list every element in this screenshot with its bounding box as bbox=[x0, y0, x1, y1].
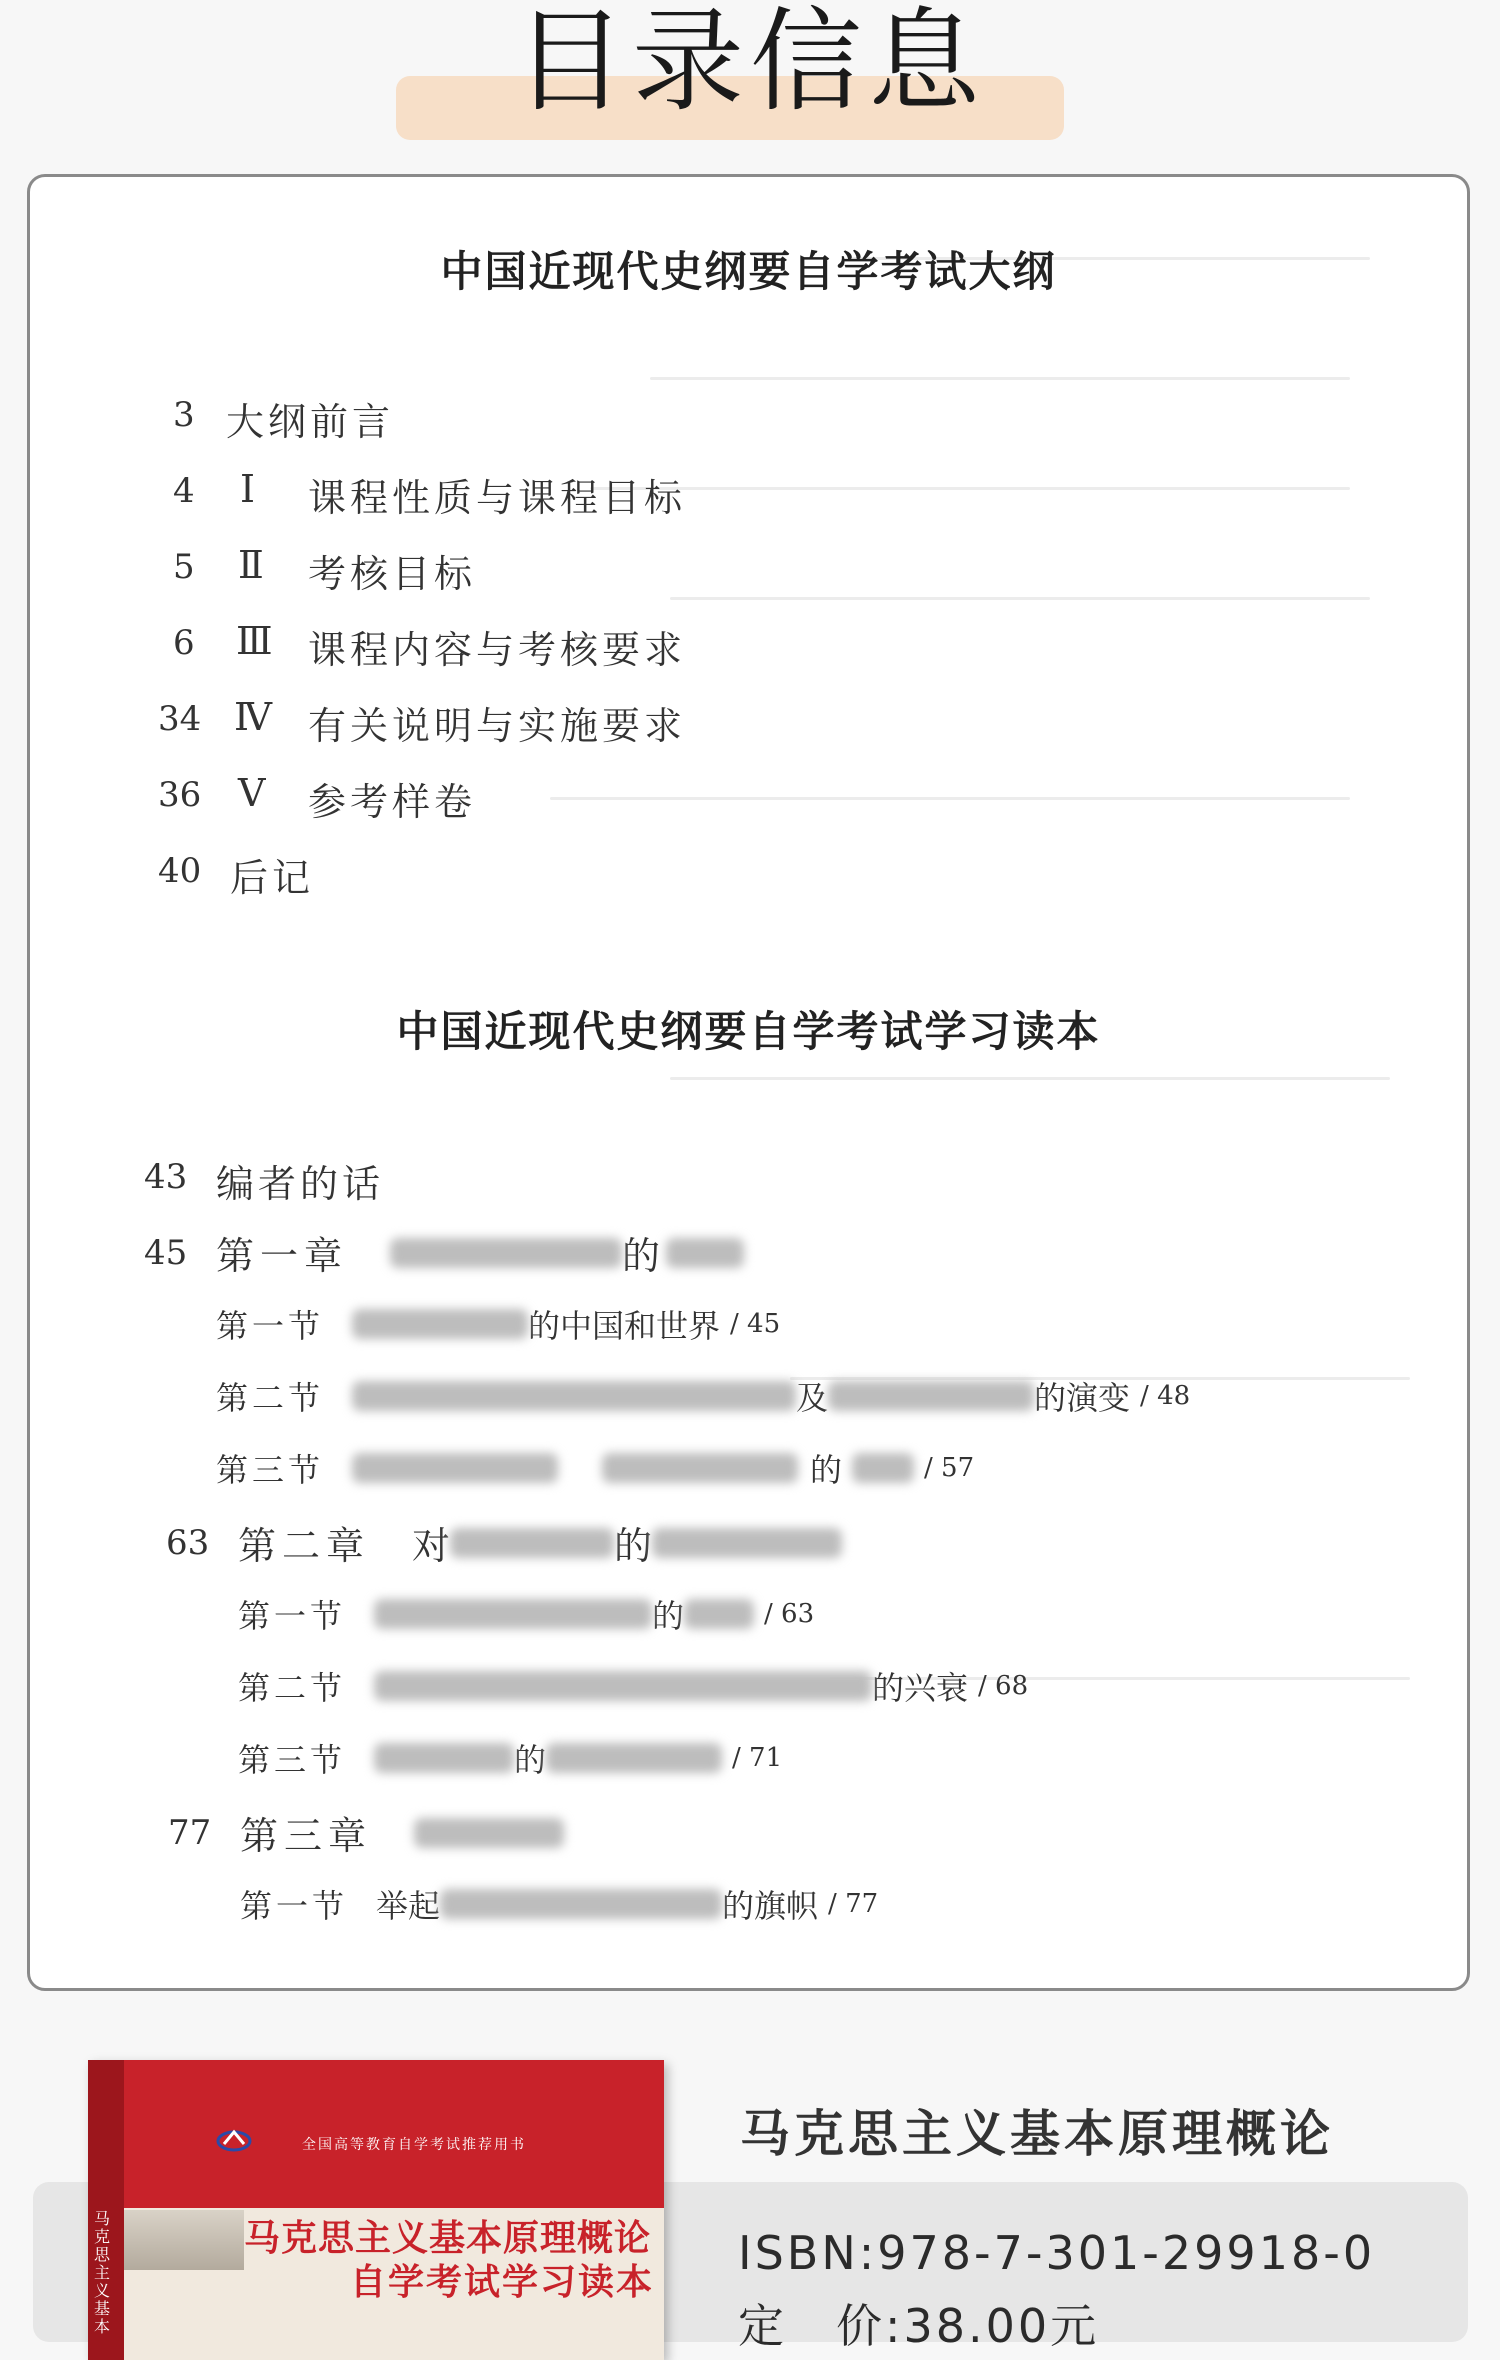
toc-page-number: 43 bbox=[144, 1157, 188, 1197]
book-spine-text: 马克思主义基本 bbox=[94, 2209, 111, 2336]
toc-entry-text: 有关说明与实施要求 bbox=[308, 704, 687, 748]
chapter-1-line bbox=[216, 1225, 744, 1280]
chapter-page-number: 63 bbox=[166, 1523, 210, 1563]
bleed-line bbox=[670, 1077, 1390, 1080]
section-page-ref: / 68 bbox=[978, 1671, 1029, 1701]
section-text: 的 bbox=[652, 1597, 685, 1635]
toc-page-number: 4 bbox=[173, 471, 195, 511]
section-text: 的旗帜 bbox=[722, 1887, 819, 1925]
bleed-line bbox=[590, 487, 1350, 490]
toc-page-card bbox=[27, 174, 1470, 1991]
toc-page-number: 5 bbox=[173, 547, 195, 587]
redacted-text bbox=[852, 1453, 914, 1483]
toc-page-number: 3 bbox=[173, 395, 195, 435]
toc-roman-numeral: Ⅰ bbox=[240, 467, 256, 511]
section-label: 第二节 bbox=[238, 1669, 347, 1707]
toc-entry-text: 课程性质与课程目标 bbox=[308, 476, 687, 520]
chapter-label: 第二章 bbox=[238, 1524, 371, 1568]
toc-page-number: 6 bbox=[173, 623, 195, 663]
toc-roman-numeral: Ⅴ bbox=[238, 771, 266, 815]
redacted-text bbox=[374, 1743, 514, 1773]
redacted-text bbox=[684, 1599, 754, 1629]
book-cover-photo bbox=[124, 2210, 244, 2270]
section-page-ref: / 57 bbox=[924, 1453, 975, 1483]
section-text: 的 bbox=[810, 1451, 843, 1489]
section-page-ref: / 77 bbox=[828, 1889, 879, 1919]
toc-page-number: 36 bbox=[158, 775, 202, 815]
redacted-text bbox=[602, 1453, 798, 1483]
bleed-line bbox=[550, 797, 1350, 800]
section-line bbox=[240, 1881, 878, 1927]
book-cover-image bbox=[88, 2060, 664, 2360]
section-label: 第一节 bbox=[216, 1307, 325, 1345]
bleed-line bbox=[670, 597, 1370, 600]
product-price: 定 价:38.00元 bbox=[738, 2299, 1100, 2353]
section-text: 举起 bbox=[376, 1887, 441, 1925]
redacted-text bbox=[374, 1599, 652, 1629]
redacted-text bbox=[828, 1381, 1034, 1411]
bleed-line bbox=[650, 377, 1350, 380]
chapter-label: 第一章 bbox=[216, 1234, 349, 1278]
toc-entry-text: 大纲前言 bbox=[226, 400, 395, 444]
toc-entry-text: 编者的话 bbox=[216, 1162, 385, 1206]
section-line bbox=[238, 1591, 814, 1637]
section-page-ref: / 45 bbox=[730, 1309, 781, 1339]
section-text: 的 bbox=[514, 1741, 547, 1779]
chapter-text: 的 bbox=[622, 1234, 661, 1278]
section-line bbox=[238, 1663, 1028, 1709]
toc-roman-numeral: Ⅱ bbox=[238, 543, 264, 587]
section-line bbox=[216, 1373, 1190, 1419]
redacted-text bbox=[414, 1818, 564, 1848]
redacted-text bbox=[652, 1528, 842, 1558]
toc-entry-text: 参考样卷 bbox=[308, 780, 477, 824]
redacted-text bbox=[440, 1889, 722, 1919]
section-label: 第三节 bbox=[216, 1451, 325, 1489]
toc-roman-numeral: Ⅳ bbox=[234, 695, 272, 739]
publisher-logo-icon bbox=[216, 2126, 252, 2156]
redacted-text bbox=[352, 1453, 558, 1483]
toc-roman-numeral: Ⅲ bbox=[236, 619, 273, 663]
book-cover-title: 马克思主义基本原理概论 bbox=[244, 2217, 652, 2259]
reader-title: 中国近现代史纲要自学考试学习读本 bbox=[396, 1007, 1101, 1056]
chapter-label: 第三章 bbox=[240, 1814, 373, 1858]
redacted-text bbox=[390, 1238, 622, 1268]
section-label: 第一节 bbox=[240, 1887, 349, 1925]
product-isbn: ISBN:978-7-301-29918-0 bbox=[738, 2226, 1376, 2280]
section-line bbox=[238, 1735, 782, 1781]
section-page-ref: / 71 bbox=[732, 1743, 783, 1773]
product-name: 马克思主义基本原理概论 bbox=[740, 2105, 1334, 2163]
redacted-text bbox=[374, 1671, 872, 1701]
section-text: 及 bbox=[796, 1379, 829, 1417]
chapter-3-line bbox=[240, 1805, 564, 1860]
redacted-text bbox=[546, 1743, 722, 1773]
chapter-text: 的 bbox=[614, 1524, 653, 1568]
chapter-page-number: 45 bbox=[144, 1233, 188, 1273]
toc-entry-text: 课程内容与考核要求 bbox=[308, 628, 687, 672]
toc-entry-text: 后记 bbox=[230, 856, 315, 900]
book-series-label: 全国高等教育自学考试推荐用书 bbox=[302, 2137, 526, 2153]
section-label: 第一节 bbox=[238, 1597, 347, 1635]
section-page-ref: / 63 bbox=[764, 1599, 815, 1629]
chapter-text: 对 bbox=[412, 1524, 451, 1568]
section-text: 的中国和世界 bbox=[528, 1307, 721, 1345]
section-page-ref: / 48 bbox=[1140, 1381, 1191, 1411]
book-cover-subtitle: 自学考试学习读本 bbox=[350, 2261, 655, 2303]
section-text: 的演变 bbox=[1034, 1379, 1131, 1417]
page-title: 目录信息 bbox=[514, 0, 986, 127]
outline-title: 中国近现代史纲要自学考试大纲 bbox=[440, 247, 1057, 296]
redacted-text bbox=[352, 1381, 796, 1411]
redacted-text bbox=[352, 1309, 528, 1339]
toc-page-number: 34 bbox=[158, 699, 202, 739]
section-text: 的兴衰 bbox=[872, 1669, 969, 1707]
chapter-page-number: 77 bbox=[168, 1813, 212, 1853]
section-label: 第三节 bbox=[238, 1741, 347, 1779]
toc-page-number: 40 bbox=[158, 851, 202, 891]
section-label: 第二节 bbox=[216, 1379, 325, 1417]
section-line bbox=[216, 1445, 974, 1491]
redacted-text bbox=[666, 1238, 744, 1268]
redacted-text bbox=[450, 1528, 614, 1558]
section-line bbox=[216, 1301, 780, 1347]
toc-entry-text: 考核目标 bbox=[308, 552, 477, 596]
chapter-2-line bbox=[238, 1515, 842, 1570]
